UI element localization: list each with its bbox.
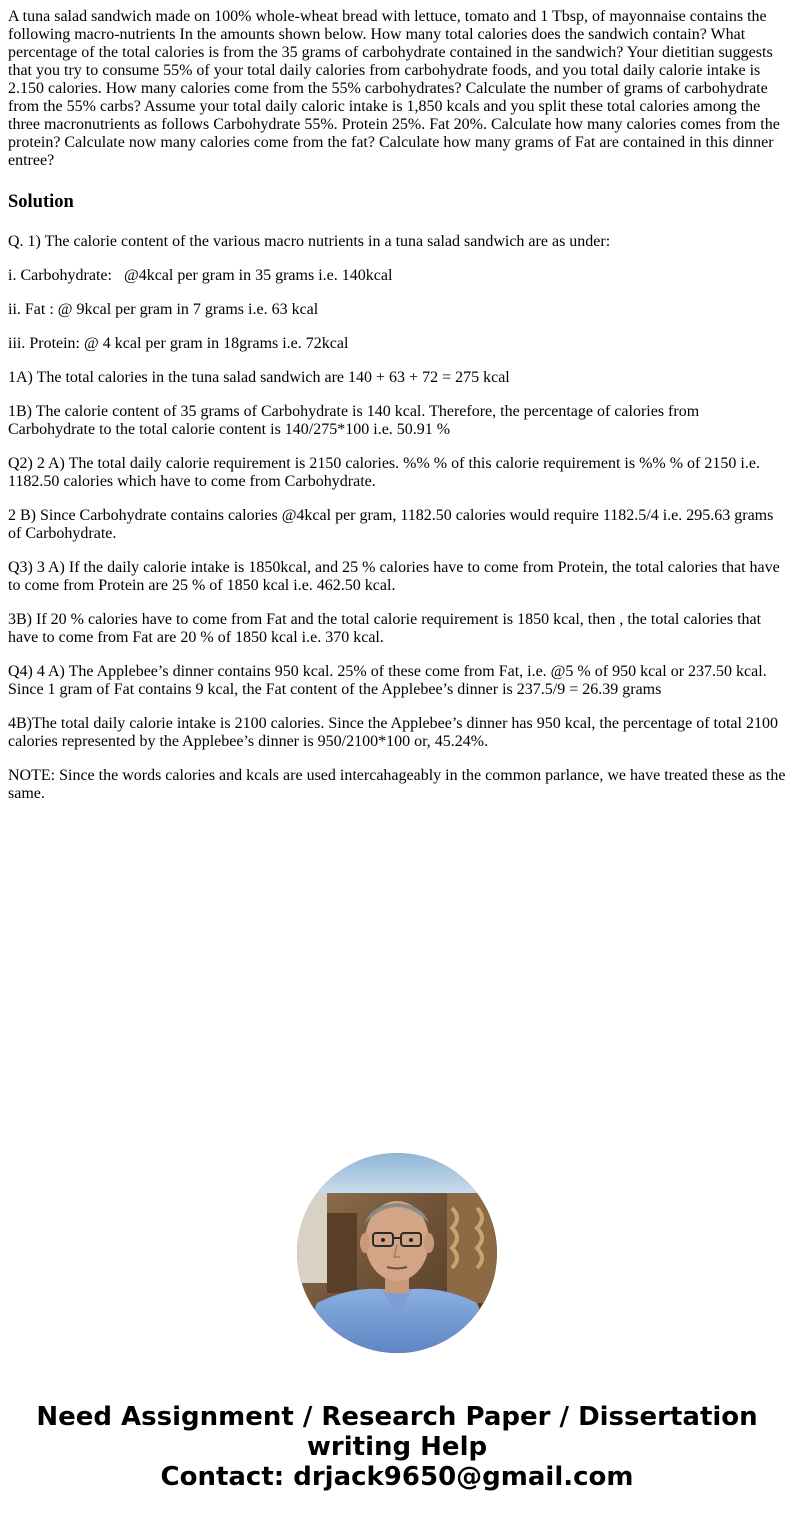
solution-paragraph: 3B) If 20 % calories have to come from Fat and the total calorie requirement is 1850 kcal, then , the total calories that have to come from Fat are 20 % of 1850 kcal i.e. 370 kcal. bbox=[8, 611, 766, 646]
solution-paragraph: Q3) 3 A) If the daily calorie intake is 1850kcal, and 25 % calories have to come from Protein, the total calories that have to come from Protein are 25 % of 1850 kcal i.e. 462.50 kcal. bbox=[8, 559, 784, 594]
solution-paragraph: 1B) The calorie content of 35 grams of Carbohydrate is 140 kcal. Therefore, the percentage of calories from Carbohydrate to the total calorie content is 140/275*100 i.e. 50.91 % bbox=[8, 403, 704, 438]
document-body bbox=[8, 8, 788, 819]
solution-paragraph: Q4) 4 A) The Applebee’s dinner contains 950 kcal. 25% of these come from Fat, i.e. @5 % of 950 kcal or 237.50 kcal. Since 1 gram of Fat contains 9 kcal, the Fat content of the Applebee’s dinner is 237.5/9 = 26.39 grams bbox=[8, 663, 771, 698]
footer-contact: Contact: drjack9650@gmail.com bbox=[160, 1462, 634, 1492]
solution-paragraph: NOTE: Since the words calories and kcals are used intercahageably in the common parlance, we have treated these as the same. bbox=[8, 767, 790, 802]
solution-paragraph: i. Carbohydrate: @4kcal per gram in 35 grams i.e. 140kcal bbox=[8, 267, 393, 284]
solution-paragraph: iii. Protein: @ 4 kcal per gram in 18grams i.e. 72kcal bbox=[8, 335, 349, 352]
solution-paragraph: Q. 1) The calorie content of the various macro nutrients in a tuna salad sandwich are as under: bbox=[8, 233, 611, 250]
avatar-photo bbox=[297, 1153, 497, 1353]
footer-banner bbox=[0, 1402, 794, 1492]
solution-paragraph: 1A) The total calories in the tuna salad sandwich are 140 + 63 + 72 = 275 kcal bbox=[8, 369, 510, 386]
tutor-avatar bbox=[297, 1153, 497, 1353]
solution-paragraph: ii. Fat : @ 9kcal per gram in 7 grams i.e. 63 kcal bbox=[8, 301, 319, 318]
question-text: A tuna salad sandwich made on 100% whole-wheat bread with lettuce, tomato and 1 Tbsp, of mayonnaise contains the following macro-nutrients In the amounts shown below. How many total calories does the sandwich contain? What percentage of the total calories is from the 35 grams of carbohydrate contained in the sandwich? Your dietitian suggests that you try to consume 55% of your total daily calories from carbohydrate foods, and you total daily calorie intake is 2.150 calories. How many calories come from the 55% carbohydrates? Calculate the number of grams of carbohydrate from the 55% carbs? Assume your total daily caloric intake is 1,850 kcals and you split these total calories among the three macronutrients as follows Carbohydrate 55%. Protein 25%. Fat 20%. Calculate how many calories comes from the protein? Calculate now many calories come from the fat? Calculate how many grams of Fat are contained in this dinner entree? bbox=[8, 8, 780, 169]
solution-paragraph: 4B)The total daily calorie intake is 2100 calories. Since the Applebee’s dinner has 950 kcal, the percentage of total 2100 calories represented by the Applebee’s dinner is 950/2100*100 or, 45.24%. bbox=[8, 715, 782, 750]
solution-paragraph: Q2) 2 A) The total daily calorie requirement is 2150 calories. %% % of this calorie requirement is %% % of 2150 i.e. 1182.50 calories which have to come from Carbohydrate. bbox=[8, 455, 764, 490]
footer-line: writing Help bbox=[306, 1432, 488, 1462]
solution-paragraph: 2 B) Since Carbohydrate contains calories @4kcal per gram, 1182.50 calories would require 1182.5/4 i.e. 295.63 grams of Carbohydrate. bbox=[8, 507, 778, 542]
footer-line: Need Assignment / Research Paper / Dissertation bbox=[36, 1402, 758, 1432]
solution-heading: Solution bbox=[8, 192, 74, 212]
